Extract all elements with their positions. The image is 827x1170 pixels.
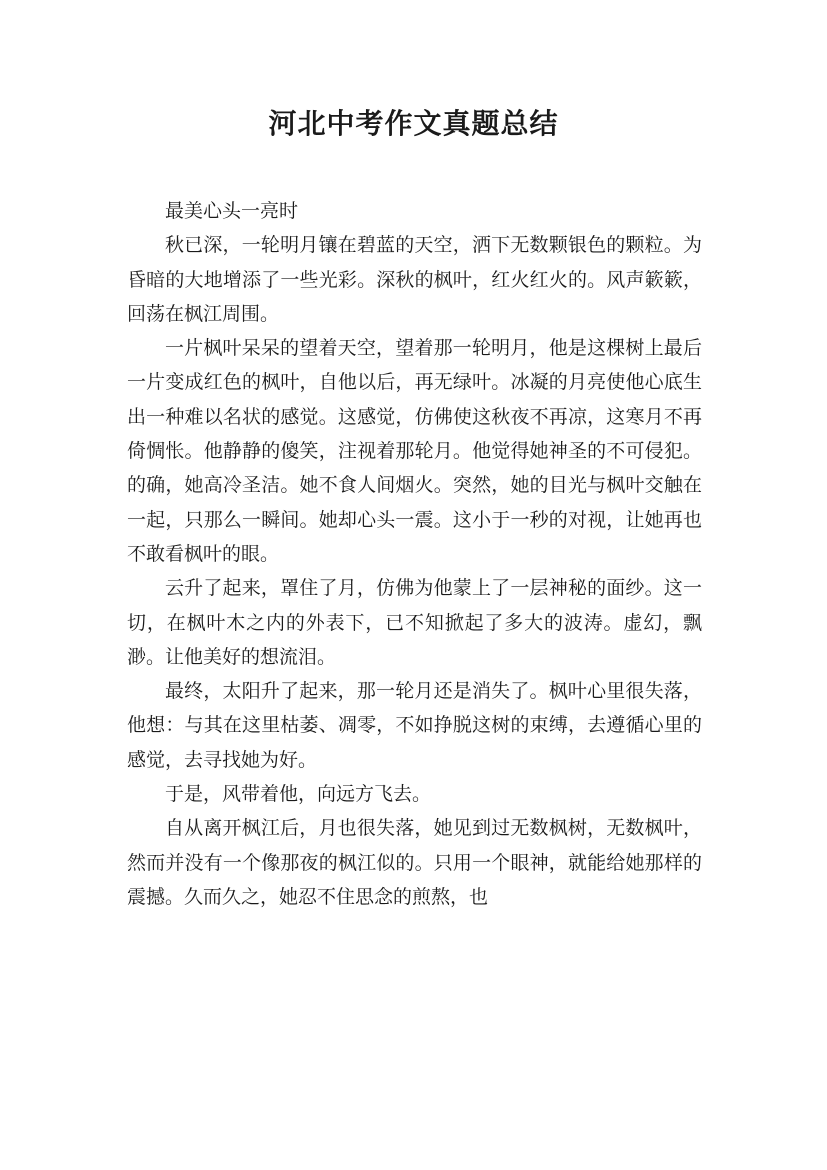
essay-heading: 最美心头一亮时 — [165, 200, 299, 222]
paragraph: 最终，太阳升了起来，那一轮月还是消失了。枫叶心里很失落，他想：与其在这里枯萎、凋零，不如挣脱这树的束缚，去遵循心里的感觉，去寻找她为好。 — [127, 680, 702, 771]
paragraph: 云升了起来，罩住了月，仿佛为他蒙上了一层神秘的面纱。这一切，在枫叶木之内的外表下，已不知掀起了多大的波涛。虚幻，飘渺。让他美好的想流泪。 — [127, 577, 702, 668]
document-title: 河北中考作文真题总结 — [268, 107, 559, 140]
paragraph: 于是，风带着他，向远方飞去。 — [165, 783, 432, 806]
document-body — [127, 194, 702, 914]
paragraph: 一片枫叶呆呆的望着天空，望着那一轮明月，他是这棵树上最后一片变成红色的枫叶，自他以后，再无绿叶。冰凝的月亮使他心底生出一种难以名状的感觉。这感觉，仿佛使这秋夜不再凉，这寒月不再倚惆怅。他静静的傻笑，注视着那轮月。他觉得她神圣的不可侵犯。的确，她高冷圣洁。她不食人间烟火。突然，她的目光与枫叶交触在一起，只那么一瞬间。她却心头一震。这小于一秒的对视，让她再也不敢看枫叶的眼。 — [127, 337, 702, 565]
paragraph: 自从离开枫江后，月也很失落，她见到过无数枫树，无数枫叶，然而并没有一个像那夜的枫江似的。只用一个眼神，就能给她那样的震撼。久而久之，她忍不住思念的煎熬，也 — [127, 817, 702, 908]
paragraph: 秋已深，一轮明月镶在碧蓝的天空，洒下无数颗银色的颗粒。为昏暗的大地增添了一些光彩。深秋的枫叶，红火红火的。风声簌簌，回荡在枫江周围。 — [127, 234, 702, 325]
